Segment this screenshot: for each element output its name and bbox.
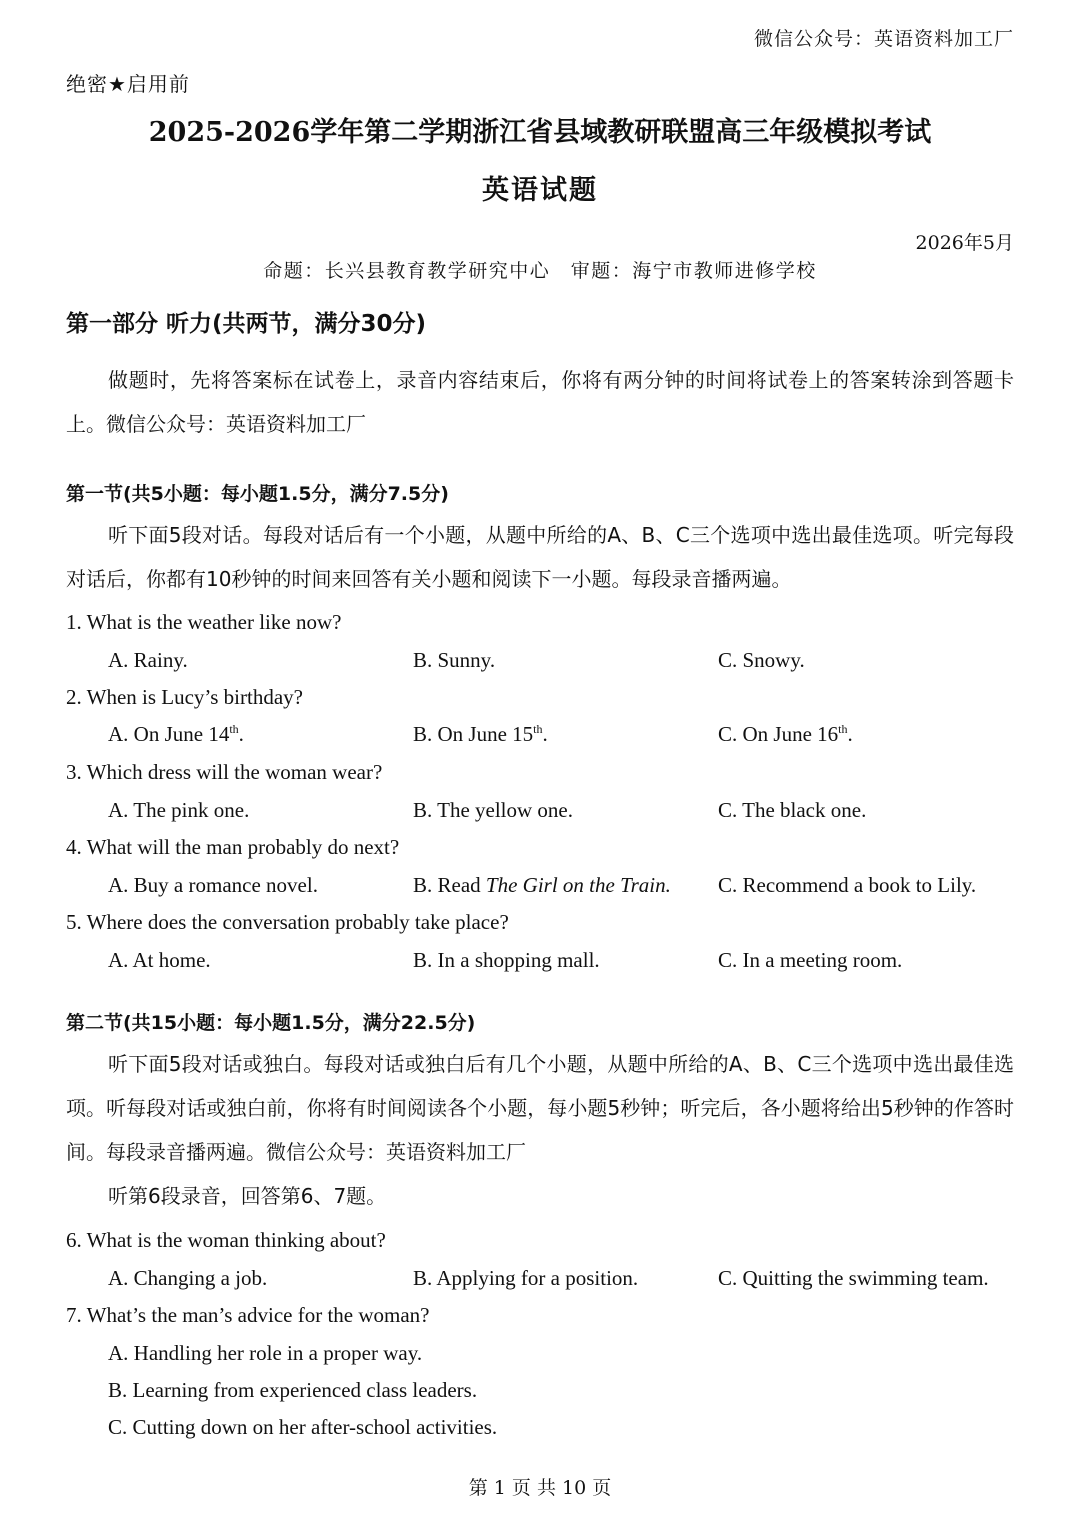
option-1b: B. Sunny.	[413, 648, 496, 672]
section-two-instructions: 听下面5段对话或独白。每段对话或独白后有几个小题，从题中所给的A、B、C三个选项中选出最佳选项。听每段对话或独白前，你将有时间阅读各个小题，每小题5秒钟；听完后，各小题将给出5秒钟的作答时间。每段录音播两遍。微信公众号：英语资料加工厂	[66, 1052, 1014, 1164]
option-1c: C. Snowy.	[718, 648, 805, 672]
confidential-mark: 绝密★启用前	[66, 72, 190, 96]
question-2: 2. When is Lucy’s birthday?	[66, 685, 303, 709]
option-7c: C. Cutting down on her after-school activities.	[108, 1415, 498, 1439]
exam-subject: 英语试题	[482, 175, 598, 206]
part-one-instructions: 做题时，先将答案标在试卷上，录音内容结束后，你将有两分钟的时间将试卷上的答案转涂到答题卡上。微信公众号：英语资料加工厂	[66, 368, 1014, 436]
option-5b: B. In a shopping mall.	[413, 948, 600, 972]
option-3a: A. The pink one.	[108, 798, 250, 822]
option-6c: C. Quitting the swimming team.	[718, 1266, 989, 1290]
section-one-instructions: 听下面5段对话。每段对话后有一个小题，从题中所给的A、B、C三个选项中选出最佳选项。听完每段对话后，你都有10秒钟的时间来回答有关小题和阅读下一小题。每段录音播两遍。	[66, 523, 1014, 591]
question-4: 4. What will the man probably do next?	[66, 835, 400, 859]
option-1a: A. Rainy.	[108, 648, 188, 672]
option-4c: C. Recommend a book to Lily.	[718, 873, 977, 897]
wechat-note: 微信公众号：英语资料加工厂	[753, 28, 1014, 50]
option-4a: A. Buy a romance novel.	[108, 873, 318, 897]
option-6b: B. Applying for a position.	[413, 1266, 639, 1290]
question-6: 6. What is the woman thinking about?	[66, 1228, 386, 1252]
exam-credits: 命题：长兴县教育教学研究中心 审题：海宁市教师进修学校	[263, 260, 817, 282]
option-2c: C. On June 16th.	[718, 722, 853, 746]
option-3b: B. The yellow one.	[413, 798, 574, 822]
exam-date: 2026年5月	[915, 232, 1014, 254]
option-5c: C. In a meeting room.	[718, 948, 903, 972]
question-1: 1. What is the weather like now?	[66, 610, 342, 634]
section-two-heading: 第二节(共15小题：每小题1.5分，满分22.5分)	[66, 1012, 476, 1034]
part-one-heading: 第一部分 听力(共两节，满分30分)	[66, 311, 427, 337]
question-3: 3. Which dress will the woman wear?	[66, 760, 383, 784]
option-2b: B. On June 15th.	[413, 722, 548, 746]
option-6a: A. Changing a job.	[108, 1266, 268, 1290]
segment-6-instruction: 听第6段录音，回答第6、7题。	[108, 1184, 387, 1208]
section-one-heading: 第一节(共5小题：每小题1.5分，满分7.5分)	[66, 483, 449, 505]
page-number: 第 1 页 共 10 页	[468, 1477, 612, 1499]
exam-title: 2025-2026学年第二学期浙江省县域教研联盟高三年级模拟考试	[148, 117, 932, 148]
question-5: 5. Where does the conversation probably take place?	[66, 910, 509, 934]
option-2a: A. On June 14th.	[108, 722, 244, 746]
option-3c: C. The black one.	[718, 798, 867, 822]
option-7b: B. Learning from experienced class leaders.	[108, 1378, 478, 1402]
option-7a: A. Handling her role in a proper way.	[108, 1341, 423, 1365]
option-4b: B. Read The Girl on the Train.	[413, 873, 671, 897]
option-5a: A. At home.	[108, 948, 211, 972]
question-7: 7. What’s the man’s advice for the woman?	[66, 1303, 430, 1327]
